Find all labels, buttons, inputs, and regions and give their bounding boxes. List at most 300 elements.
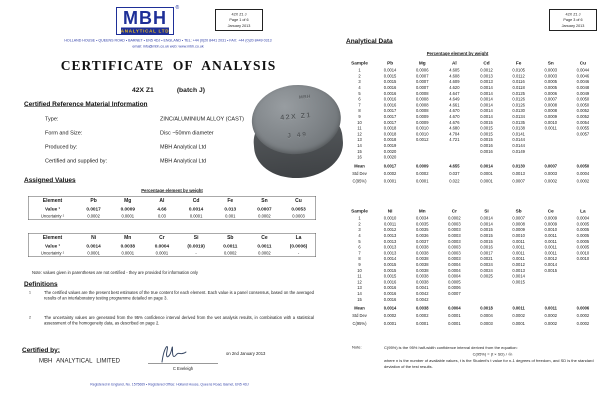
- table-cell: 0.0036: [415, 233, 429, 239]
- table-cell: 0.0013: [512, 268, 525, 273]
- table-cell: 0.0004: [480, 313, 493, 319]
- table-cell: 0.0050: [576, 163, 590, 169]
- signature-date: on 2nd January 2013: [226, 351, 266, 356]
- table-cell: 4.655: [449, 163, 460, 169]
- table-cell: 0.0015: [383, 73, 397, 79]
- table-cell: 0.0020: [383, 155, 397, 160]
- table-cell: 0.0003: [448, 245, 461, 250]
- table-cell: 0.0009: [544, 216, 558, 221]
- table-cell: 4.649: [449, 97, 460, 102]
- table-cell: 0.0004: [576, 216, 590, 221]
- table-cell: 0.0038: [415, 256, 429, 262]
- table-cell: 0.0002: [224, 250, 237, 256]
- table-cell: 0.0011: [544, 233, 557, 239]
- table-row: [345, 177, 599, 185]
- table-cell: 2: [358, 221, 361, 227]
- table-cell: 0.0016: [383, 91, 397, 96]
- table-cell: 0.0016: [383, 279, 397, 285]
- issue-date: January 2013: [227, 23, 251, 28]
- table-cell: 0.0007: [415, 79, 429, 85]
- table-cell: 0.0016: [480, 245, 493, 250]
- table-cell: 0.0002: [448, 216, 461, 221]
- table-cell: 0.0001: [87, 250, 100, 256]
- table-cell: 4.704: [449, 131, 460, 137]
- table-cell: 0.0013: [480, 79, 493, 85]
- table-cell: Cu: [579, 60, 587, 66]
- crm-value-form: Disc ~50mm diameter: [160, 130, 214, 136]
- table-cell: 1: [358, 216, 361, 221]
- table-cell: 0.0014: [383, 256, 397, 262]
- table-cell: 0.0008: [415, 102, 429, 108]
- table-cell: 0.0144: [512, 143, 525, 149]
- table-cell: 0.0001: [155, 250, 169, 256]
- table-cell: 0.0005: [576, 239, 590, 244]
- table-cell: Value ¹: [44, 242, 61, 249]
- table-cell: 0.0112: [512, 73, 525, 79]
- table-cell: 0.0007: [415, 85, 429, 91]
- table-row: [345, 319, 599, 327]
- table-cell: 10: [357, 268, 362, 273]
- table-cell: Sb: [227, 234, 234, 241]
- table-cell: 0.0057: [576, 131, 590, 137]
- table-cell: 0.0038: [415, 262, 429, 268]
- table-cell: 7: [358, 250, 361, 256]
- table-cell: Std Dev: [352, 313, 367, 319]
- table-cell: Cd: [192, 197, 200, 204]
- table-cell: 0.022: [449, 179, 460, 184]
- reference-code: 42X Z1 J: [565, 12, 581, 17]
- company-address: HOLLAND HOUSE • QUEENS ROAD • BARNET • EN5 4DJ • ENGLAND • TEL: +44 (0)20 8441 2031 • FAX: +44 (0)20 8449 0313: [64, 38, 272, 43]
- table-cell: 0.0011: [544, 245, 557, 250]
- page-reference-box-left: [215, 9, 263, 31]
- table-cell: 0.0009: [544, 221, 558, 227]
- table-cell: 0.0125: [512, 91, 525, 96]
- table-cell: 0.0008: [544, 108, 558, 114]
- table-cell: 4.66: [157, 205, 167, 212]
- table-cell: 0.0015: [480, 239, 493, 244]
- table-cell: 4.620: [449, 85, 460, 91]
- definitions-heading: Definitions: [24, 280, 58, 288]
- table-cell: 0.0010: [544, 227, 558, 233]
- table-cell: Si: [193, 234, 199, 241]
- table-cell: 4.605: [449, 68, 460, 73]
- table-cell: 0.0008: [415, 97, 429, 102]
- table-cell: -: [297, 250, 300, 256]
- table-cell: 0.0006: [448, 285, 461, 291]
- table-cell: 0.0011: [257, 242, 272, 249]
- table-cell: 3: [358, 227, 361, 233]
- table-cell: 0.0014: [480, 85, 493, 91]
- logo-text: MBH: [123, 7, 167, 28]
- table-cell: 0.0017: [383, 108, 397, 114]
- table-cell: C(95%): [352, 321, 367, 326]
- table-cell: 0.0017: [383, 120, 397, 125]
- table-cell: 0.0003: [292, 213, 305, 219]
- table-cell: 0.0003: [448, 250, 461, 256]
- table-cell: 0.0009: [415, 114, 429, 120]
- table-cell: 0.0014: [512, 274, 525, 279]
- table-row: [345, 302, 599, 311]
- table-cell: (0.0006): [289, 242, 308, 249]
- table-cell: 0.0007: [415, 73, 429, 79]
- product-reference: 42X Z1: [132, 86, 154, 94]
- table-cell: Si: [484, 208, 489, 214]
- analytical-data-heading: Analytical Data: [346, 37, 393, 45]
- table-row: [345, 169, 599, 177]
- crm-label-supplier: Certified and supplied by:: [45, 158, 108, 164]
- table-cell: 4.680: [449, 126, 460, 131]
- table-cell: La: [295, 234, 302, 241]
- table-cell: 3: [358, 79, 361, 85]
- table-cell: 10: [357, 120, 362, 125]
- table-cell: 0.0016: [383, 97, 397, 102]
- table-cell: 1: [358, 68, 361, 73]
- table-cell: 0.0002: [383, 171, 397, 176]
- table-cell: 0.001: [225, 213, 236, 219]
- table-cell: (0.0019): [187, 242, 205, 249]
- table-cell: 0.0011: [512, 239, 525, 244]
- table-row: [28, 196, 316, 204]
- table-cell: 0.0014: [480, 114, 493, 120]
- table-cell: 0.0002: [576, 321, 590, 326]
- table-cell: Mn: [418, 208, 426, 214]
- table-cell: 0.0048: [576, 85, 590, 91]
- table-cell: 11: [357, 274, 362, 279]
- table-cell: 0.0038: [415, 268, 429, 273]
- table-cell: 0.0001: [383, 321, 397, 326]
- table-cell: 0.0001: [480, 179, 493, 184]
- table-cell: Element: [42, 197, 63, 204]
- table-cell: 0.0014: [383, 305, 397, 311]
- table-cell: 0.0018: [383, 131, 397, 137]
- table-cell: 0.0009: [415, 120, 429, 125]
- table-cell: 0.0052: [576, 114, 590, 120]
- table-cell: 0.0035: [415, 227, 429, 233]
- table-cell: 0.0016: [480, 143, 493, 149]
- table-cell: 0.0008: [415, 91, 429, 96]
- table-cell: 4.670: [449, 114, 460, 120]
- table-cell: 0.0007: [544, 97, 558, 102]
- table-cell: 0.0046: [576, 73, 590, 79]
- table-cell: 0.0116: [512, 79, 525, 85]
- table-cell: 0.0017: [480, 250, 493, 256]
- table-cell: 0.0007: [512, 179, 525, 184]
- table-cell: 0.0011: [544, 250, 557, 256]
- registered-trademark-icon: ®: [175, 5, 180, 11]
- table-cell: 0.0130: [512, 108, 525, 114]
- table-cell: Mean: [354, 305, 365, 311]
- table-cell: 0.0013: [383, 239, 397, 244]
- table-cell: 0.0011: [512, 245, 525, 250]
- table-cell: 4.676: [449, 120, 460, 125]
- table-cell: 0.0008: [512, 221, 525, 227]
- table-cell: Mn: [124, 234, 132, 241]
- table-cell: 0.0038: [415, 274, 429, 279]
- table-cell: 0.0050: [576, 102, 590, 108]
- certifying-company: MBH ANALYTICAL LIMITED: [39, 357, 121, 364]
- table-cell: 0.0014: [480, 163, 493, 169]
- table-cell: 0.0041: [415, 285, 429, 291]
- table-cell: 0.0016: [383, 102, 397, 108]
- table-cell: 0.0007: [448, 291, 461, 297]
- assigned-values-table-1: [28, 196, 316, 220]
- note-line-2: where n is the number of available values, t is the Student's t value for n-1 degrees of freedom, and SD is the standard deviation of the test results.: [384, 358, 594, 369]
- table-row: [28, 213, 316, 220]
- definition-2-number: 2: [29, 316, 31, 320]
- table-cell: 7: [358, 102, 361, 108]
- table-cell: 0.0002: [87, 213, 100, 219]
- table-cell: 4.609: [449, 79, 460, 85]
- table-cell: 0.0007: [512, 216, 525, 221]
- table-cell: La: [580, 208, 586, 214]
- table-cell: 0.0003: [448, 227, 461, 233]
- analytical-subheading: Percentage element by weight: [426, 51, 489, 56]
- table-cell: 0.0134: [512, 114, 525, 120]
- table-cell: 0.0001: [415, 321, 429, 326]
- table-cell: 0.0052: [576, 108, 590, 114]
- table-cell: 4: [358, 233, 361, 239]
- table-cell: 0.037: [449, 171, 460, 176]
- table-cell: C(95%): [352, 179, 367, 184]
- table-cell: 0.0016: [383, 85, 397, 91]
- table-cell: Ni: [387, 208, 393, 214]
- table-cell: 0.0050: [576, 97, 590, 102]
- table-cell: 0.0012: [480, 68, 493, 73]
- analytical-table-1: [345, 59, 599, 184]
- crm-value-supplier: MBH Analytical Ltd: [160, 158, 207, 164]
- table-cell: 0.0011: [383, 221, 397, 227]
- table-cell: 0.0015: [480, 233, 493, 239]
- table-cell: 0.0011: [544, 126, 557, 131]
- table-cell: 0.0004: [448, 305, 461, 311]
- table-cell: 0.0009: [512, 227, 525, 233]
- table-cell: Mean: [354, 163, 365, 169]
- table-cell: 0.0015: [383, 79, 397, 85]
- table-cell: 0.0010: [415, 131, 429, 137]
- table-cell: 0.0018: [383, 126, 397, 131]
- table-cell: 0.0005: [544, 85, 558, 91]
- analytical-note-label: Note:: [352, 345, 362, 350]
- table-cell: 0.0024: [480, 262, 493, 268]
- table-cell: 0.0020: [383, 149, 397, 154]
- table-cell: 0.0005: [448, 279, 461, 285]
- table-cell: Sample: [351, 208, 368, 214]
- table-cell: Cr: [159, 234, 165, 241]
- table-row: [345, 59, 599, 68]
- table-cell: 0.0010: [512, 233, 525, 239]
- note-line-1: C(95%) is the 95% half-width confidence interval derived from the equation:: [384, 345, 518, 350]
- logo-subtext: ANALYTICAL LTD: [120, 28, 170, 34]
- table-cell: 0.0010: [415, 126, 429, 131]
- table-cell: 0.0013: [480, 73, 493, 79]
- table-cell: 0.0002: [544, 179, 558, 184]
- table-cell: 0.0001: [448, 313, 461, 319]
- table-cell: Element: [42, 234, 63, 241]
- table-cell: 4.670: [449, 108, 460, 114]
- table-cell: 0.0005: [576, 233, 590, 239]
- table-cell: 0.0001: [383, 179, 397, 184]
- issue-date: January 2013: [561, 23, 585, 28]
- table-cell: Std Dev: [352, 171, 367, 176]
- definition-1-number: 1: [29, 291, 31, 295]
- table-cell: 0.0018: [383, 137, 397, 143]
- table-cell: 0.0009: [544, 114, 558, 120]
- registration-footer: Registered in England, No. 1575669 • Registered Office: Holland House, Queens Road, Barnet, EN5 4DJ: [90, 383, 249, 387]
- batch-label: (batch J): [176, 86, 205, 94]
- certificate-title: CERTIFICATE OF ANALYSIS: [60, 58, 277, 73]
- table-cell: 0.0010: [544, 120, 558, 125]
- table-cell: Fe: [227, 197, 234, 204]
- table-cell: 0.0014: [480, 97, 493, 102]
- table-cell: 0.0014: [480, 108, 493, 114]
- table-cell: 0.0013: [383, 233, 397, 239]
- table-cell: 0.0055: [576, 126, 590, 131]
- table-cell: Value ¹: [44, 205, 61, 212]
- table-cell: 0.0038: [415, 250, 429, 256]
- table-cell: 0.0010: [576, 250, 590, 256]
- definition-2-text: The uncertainty values are generated from the 95% confidence interval derived from the wet analysis results, in combination with a statistical assessment of the homogeneity data, as described on page 2.: [44, 315, 314, 326]
- table-cell: Uncertainty ²: [40, 250, 65, 256]
- table-cell: 0.0034: [415, 216, 429, 221]
- table-cell: 0.0013: [383, 250, 397, 256]
- table-cell: 0.0035: [415, 221, 429, 227]
- analytical-table-2: [345, 207, 599, 326]
- table-cell: 0.0009: [120, 205, 135, 212]
- sample-disc-photo: [249, 81, 346, 184]
- table-cell: 4.661: [449, 102, 460, 108]
- table-cell: 0.0018: [480, 305, 493, 311]
- crm-value-producer: MBH Analytical Ltd: [160, 144, 207, 150]
- table-cell: 0.0015: [383, 262, 397, 268]
- table-cell: Cu: [295, 197, 302, 204]
- signer-name: C Eveleigh: [172, 366, 194, 371]
- table-cell: Mg: [418, 60, 426, 66]
- table-cell: 0.0118: [512, 85, 525, 91]
- table-cell: 8: [358, 108, 361, 114]
- table-row: [345, 311, 599, 319]
- table-cell: 0.0014: [383, 68, 397, 73]
- table-cell: 0.0006: [576, 305, 590, 311]
- table-cell: 0.0105: [512, 68, 525, 73]
- table-cell: 0.0003: [480, 321, 493, 326]
- table-cell: 12: [357, 131, 362, 137]
- table-cell: 4: [358, 85, 361, 91]
- page-reference-box-right: [549, 9, 597, 31]
- table-cell: 0.0007: [257, 205, 272, 212]
- table-cell: Al: [159, 197, 165, 204]
- table-row: [28, 205, 316, 213]
- table-cell: Sn: [261, 197, 268, 204]
- table-cell: 0.0014: [188, 205, 204, 212]
- table-cell: 0.0003: [544, 68, 558, 73]
- table-cell: 0.0016: [383, 291, 397, 297]
- page-number: Page 1 of 6: [229, 17, 249, 23]
- table-cell: 0.0012: [415, 137, 429, 143]
- table-row: [345, 207, 599, 216]
- table-cell: 0.0016: [383, 285, 397, 291]
- disc-engraving-batch: J 49: [287, 130, 309, 140]
- table-cell: 0.0138: [512, 126, 525, 131]
- parentheses-note: Note: values given in parentheses are not certified - they are provided for information only: [32, 270, 198, 275]
- table-cell: 0.0009: [415, 163, 429, 169]
- table-cell: 12: [357, 279, 362, 285]
- table-cell: 0.0002: [258, 250, 271, 256]
- table-cell: 0.0015: [480, 120, 493, 125]
- table-cell: 0.0019: [383, 143, 397, 149]
- table-cell: 0.0011: [512, 250, 525, 256]
- definition-1-text: The certified values are the present best estimates of the true content for each element. Each value is a panel consensus, based on the averaged results of an interlaboratory testing programme detailed on page 3.: [44, 290, 314, 301]
- table-cell: 0.0001: [480, 171, 493, 176]
- table-cell: 0.0003: [448, 239, 461, 244]
- table-cell: -: [195, 250, 197, 256]
- table-cell: 0.0149: [512, 149, 525, 154]
- table-cell: 6: [358, 245, 361, 250]
- table-cell: 0.0004: [154, 242, 170, 249]
- table-cell: 0.0002: [544, 313, 558, 319]
- table-cell: 0.0015: [383, 268, 397, 273]
- table-cell: 4.647: [449, 91, 460, 96]
- table-cell: 0.0003: [448, 256, 461, 262]
- table-cell: 0.0038: [415, 245, 429, 250]
- table-cell: 0.0046: [576, 79, 590, 85]
- table-cell: 0.0003: [448, 233, 461, 239]
- table-cell: 0.0135: [512, 120, 525, 125]
- table-cell: 0.0049: [576, 91, 590, 96]
- table-cell: 0.0011: [223, 242, 238, 249]
- table-cell: 0.0005: [576, 227, 590, 233]
- disc-engraving-brand: MBH: [298, 93, 311, 100]
- table-cell: Pb: [90, 197, 97, 204]
- table-cell: 0.0037: [415, 239, 429, 244]
- table-cell: Sb: [515, 208, 522, 214]
- table-row: [28, 242, 316, 250]
- table-cell: 0.0001: [448, 321, 461, 326]
- table-cell: Uncertainty ²: [40, 213, 65, 219]
- table-cell: 0.0012: [544, 256, 558, 262]
- table-cell: 13: [357, 137, 362, 143]
- table-cell: 0.0016: [383, 297, 397, 302]
- table-cell: 0.0002: [415, 313, 429, 319]
- table-cell: 0.0042: [415, 297, 429, 302]
- table-cell: Sn: [547, 60, 554, 66]
- table-cell: 0.03: [157, 213, 166, 219]
- table-cell: 0.0003: [448, 221, 461, 227]
- table-cell: 0.0014: [480, 102, 493, 108]
- table-cell: 0.0053: [291, 205, 306, 212]
- table-cell: 0.0015: [544, 268, 558, 273]
- table-cell: 0.0005: [576, 245, 590, 250]
- table-cell: 0.0126: [512, 97, 525, 102]
- table-cell: 0.0002: [415, 171, 429, 176]
- table-cell: 0.0001: [189, 213, 203, 219]
- table-cell: 0.0004: [448, 268, 461, 273]
- assigned-subheading: Percentage element by weight: [141, 188, 203, 193]
- table-cell: Ce: [547, 208, 554, 214]
- table-cell: 0.0130: [512, 163, 525, 169]
- table-cell: 9: [358, 114, 361, 120]
- table-row: [28, 233, 316, 241]
- company-contact: email: info@mbh.co.uk web: www.mbh.co.uk: [132, 44, 204, 49]
- table-cell: 5: [358, 239, 361, 244]
- table-cell: 0.0042: [415, 291, 429, 297]
- table-cell: 0.0054: [576, 120, 590, 125]
- table-cell: 0.0012: [383, 227, 397, 233]
- table-cell: 15: [357, 297, 362, 302]
- table-cell: 0.0015: [512, 279, 525, 285]
- table-cell: 14: [357, 143, 362, 149]
- crm-label-producer: Produced by:: [45, 144, 78, 150]
- table-cell: 6: [358, 97, 361, 102]
